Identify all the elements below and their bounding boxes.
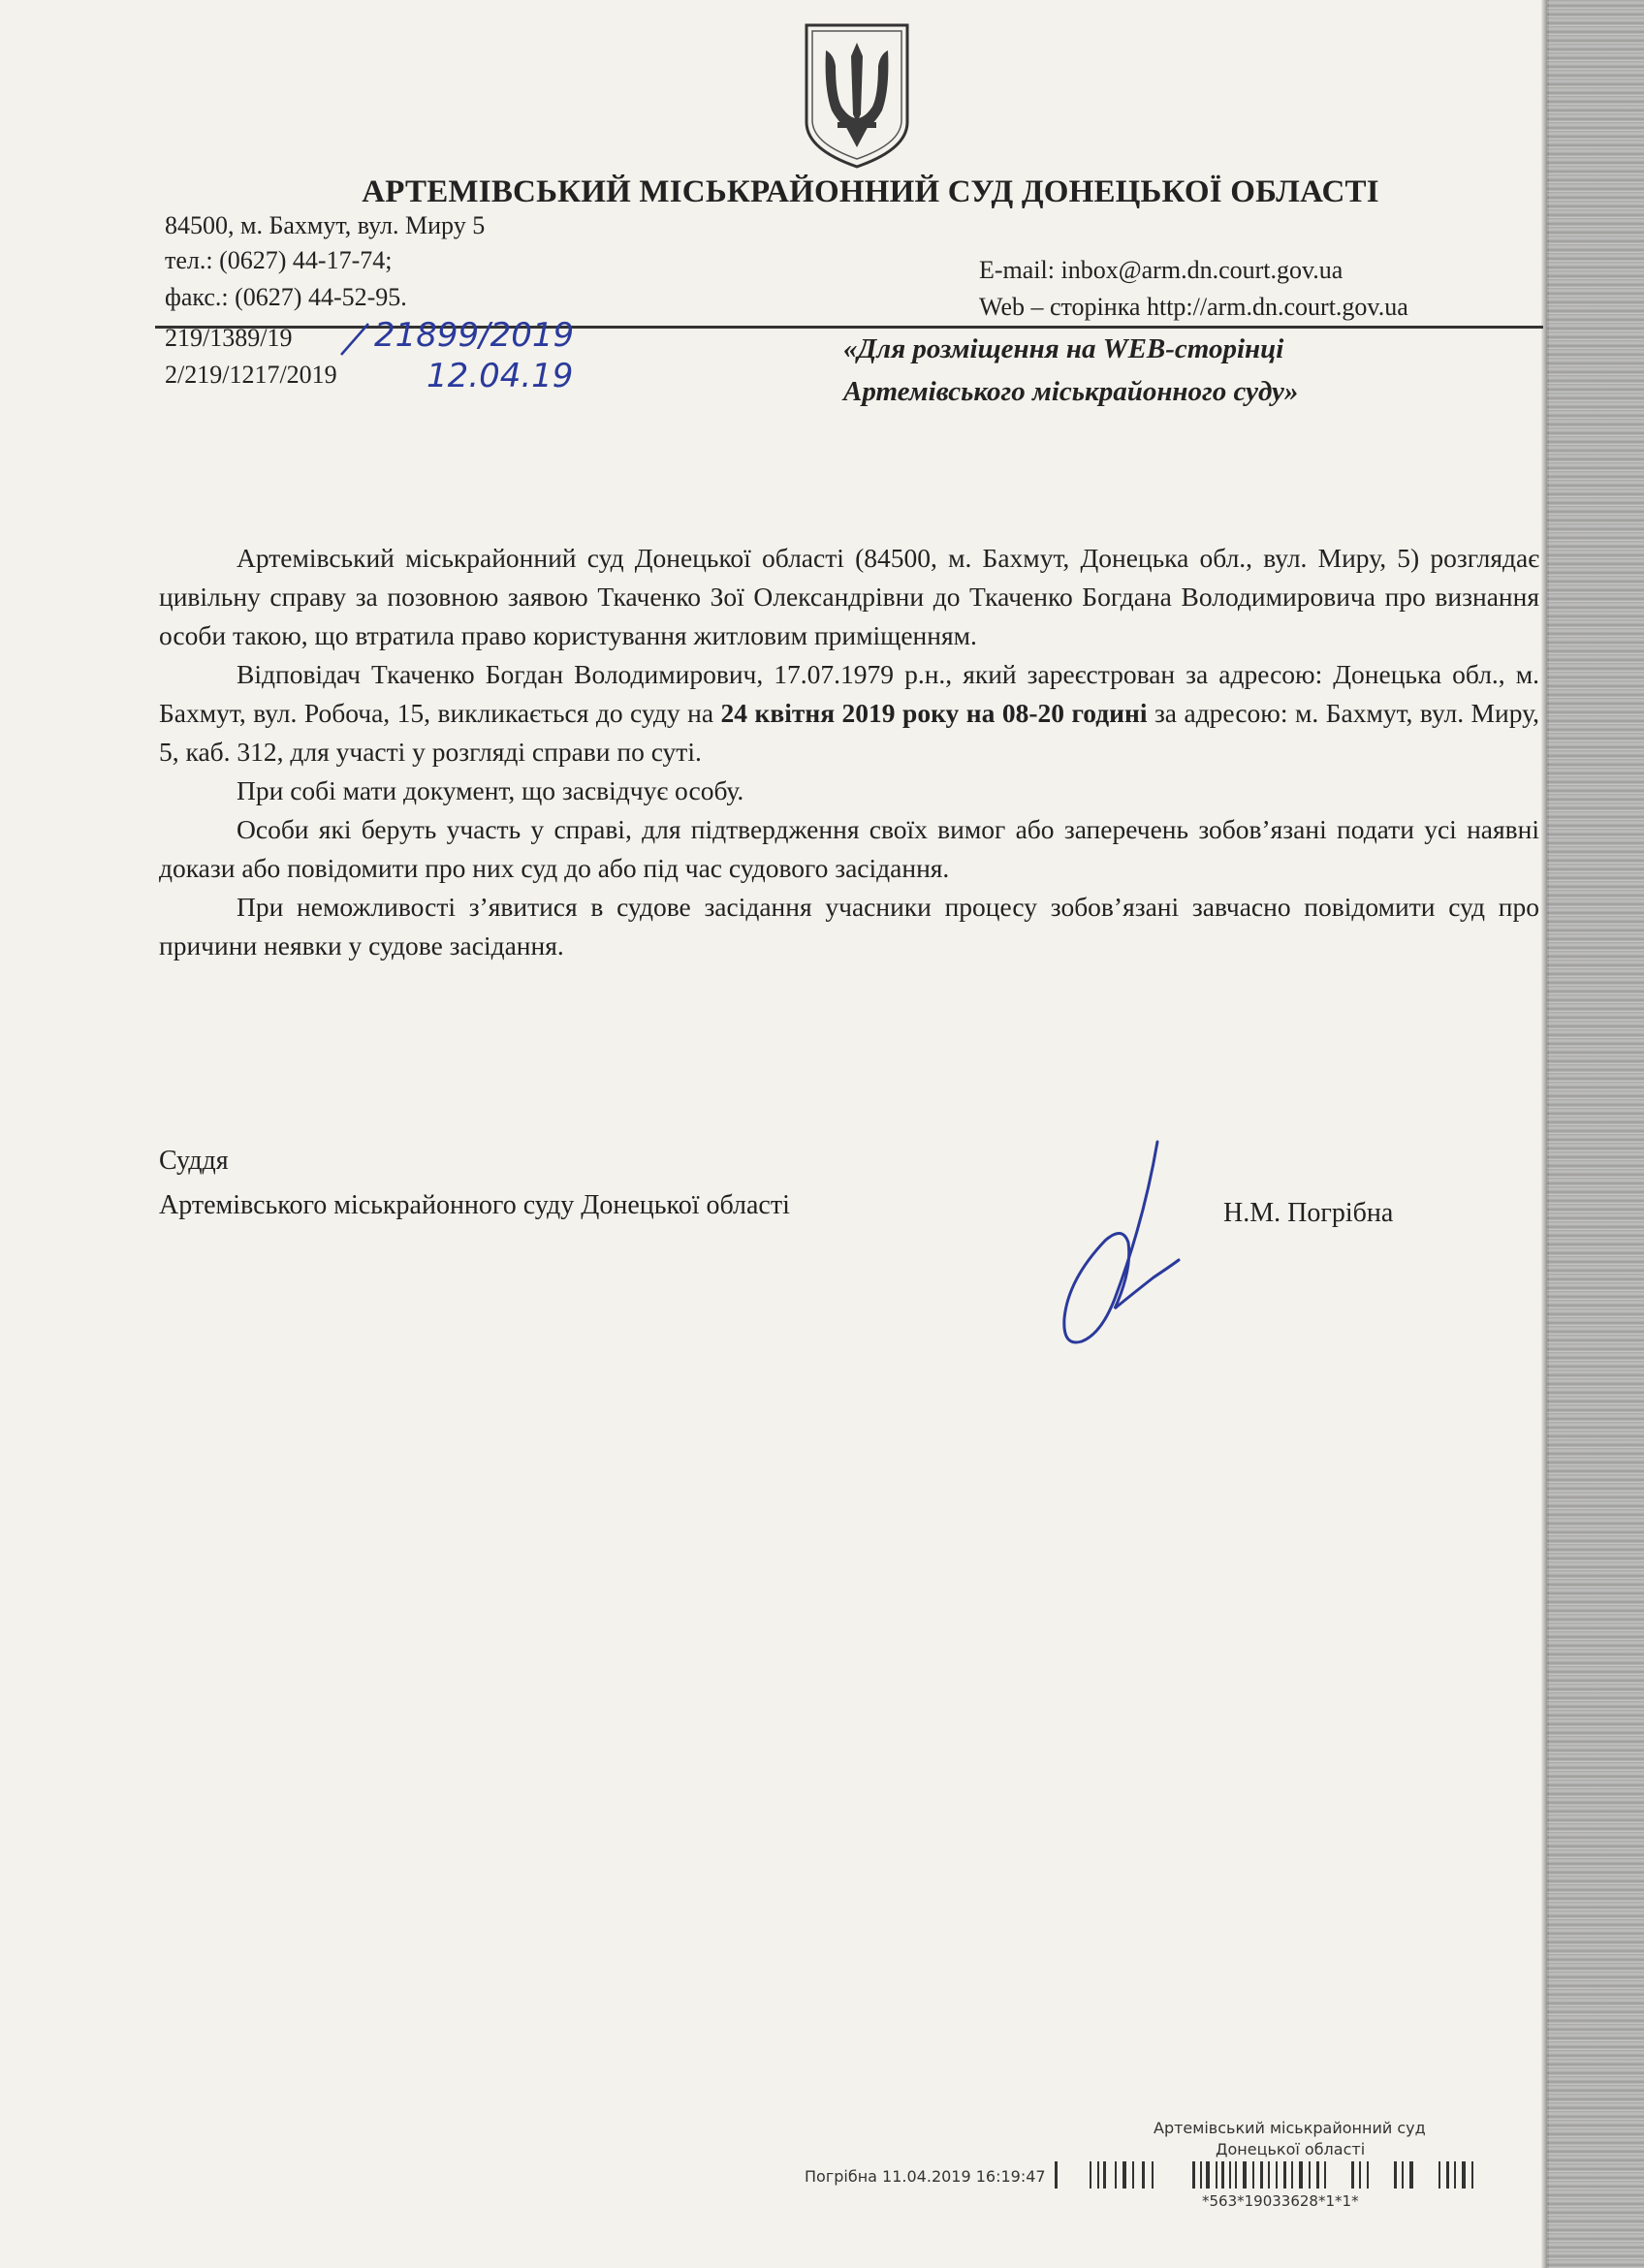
handwritten-slash xyxy=(335,320,374,359)
judge-signature-icon xyxy=(1008,1134,1202,1357)
stamp-court-line2: Донецької області xyxy=(1216,2140,1366,2158)
paragraph-absence: При неможливості з’явитися в судове засідання учасники процесу зобов’язані завчасно повідомити суд про причини неявки у судове засідання. xyxy=(159,892,1539,961)
paragraph-summons: Відповідач Ткаченко Богдан Володимирович, 17.07.1979 р.н., який зареєстрован за адресою: Донецька обл., м. Бахмут, вул. Робоча, 15, викликається до суду на 24 квітня 2019 року на 08-20 годині за адресою: м. Бахмут, вул. Миру, 5, каб. 312, для участі у розгляді справи по суті. xyxy=(159,659,1539,767)
paragraph-evidence: Особи які беруть участь у справі, для підтвердження своїх вимог або заперечень зобов’язані подати усі наявні докази або повідомити про них суд до або під час судового засідання. xyxy=(159,814,1539,883)
paragraph-identity: При собі мати документ, що засвідчує особу. xyxy=(237,775,744,805)
judge-name: Н.М. Погрібна xyxy=(1223,1198,1394,1228)
court-email: E-mail: inbox@arm.dn.court.gov.ua xyxy=(979,256,1344,284)
stamp-court-line1: Артемівський міськрайонний суд xyxy=(1154,2119,1426,2137)
court-title: АРТЕМІВСЬКИЙ МІСЬКРАЙОННИЙ СУД ДОНЕЦЬКОЇ ОБЛАСТІ xyxy=(362,174,1379,209)
barcode-text: *563*19033628*1*1* xyxy=(1202,2192,1359,2210)
signature-court: Артемівського міськрайонного суду Донецької області xyxy=(159,1190,790,1220)
court-website: Web – сторінка http://arm.dn.court.gov.ua xyxy=(979,293,1408,321)
stamp-registered: Погрібна 11.04.2019 16:19:47 xyxy=(805,2167,1046,2186)
paragraph-case: Артемівський міськрайонний суд Донецької області (84500, м. Бахмут, Донецька обл., вул. Миру, 5) розглядає цивільну справу за позовною заявою Ткаченко Зої Олександрівни до Ткаченко Богдана Володимировича про визнання особи такою, що втратила право користування житловим приміщенням. xyxy=(159,543,1539,650)
handwritten-registration-number: 21899/2019 xyxy=(374,316,575,355)
court-address: 84500, м. Бахмут, вул. Миру 5 xyxy=(165,211,486,239)
web-note-line1: «Для розміщення на WEB-сторінці xyxy=(843,333,1284,364)
proceeding-number: 2/219/1217/2019 xyxy=(165,361,337,389)
scan-edge xyxy=(1547,0,1644,2268)
signature-title: Суддя xyxy=(159,1146,229,1176)
handwritten-date: 12.04.19 xyxy=(427,357,574,395)
barcode-icon xyxy=(1055,2158,1539,2192)
trident-emblem-icon xyxy=(803,21,911,169)
court-fax: факс.: (0627) 44-52-95. xyxy=(165,283,407,311)
notice-body xyxy=(159,539,1539,965)
case-number: 219/1389/19 xyxy=(165,324,293,352)
court-phone: тел.: (0627) 44-17-74; xyxy=(165,246,393,274)
web-note-line2: Артемівського міськрайонного суду» xyxy=(843,376,1299,407)
hearing-datetime: 24 квітня 2019 року на 08-20 годині xyxy=(720,698,1148,728)
